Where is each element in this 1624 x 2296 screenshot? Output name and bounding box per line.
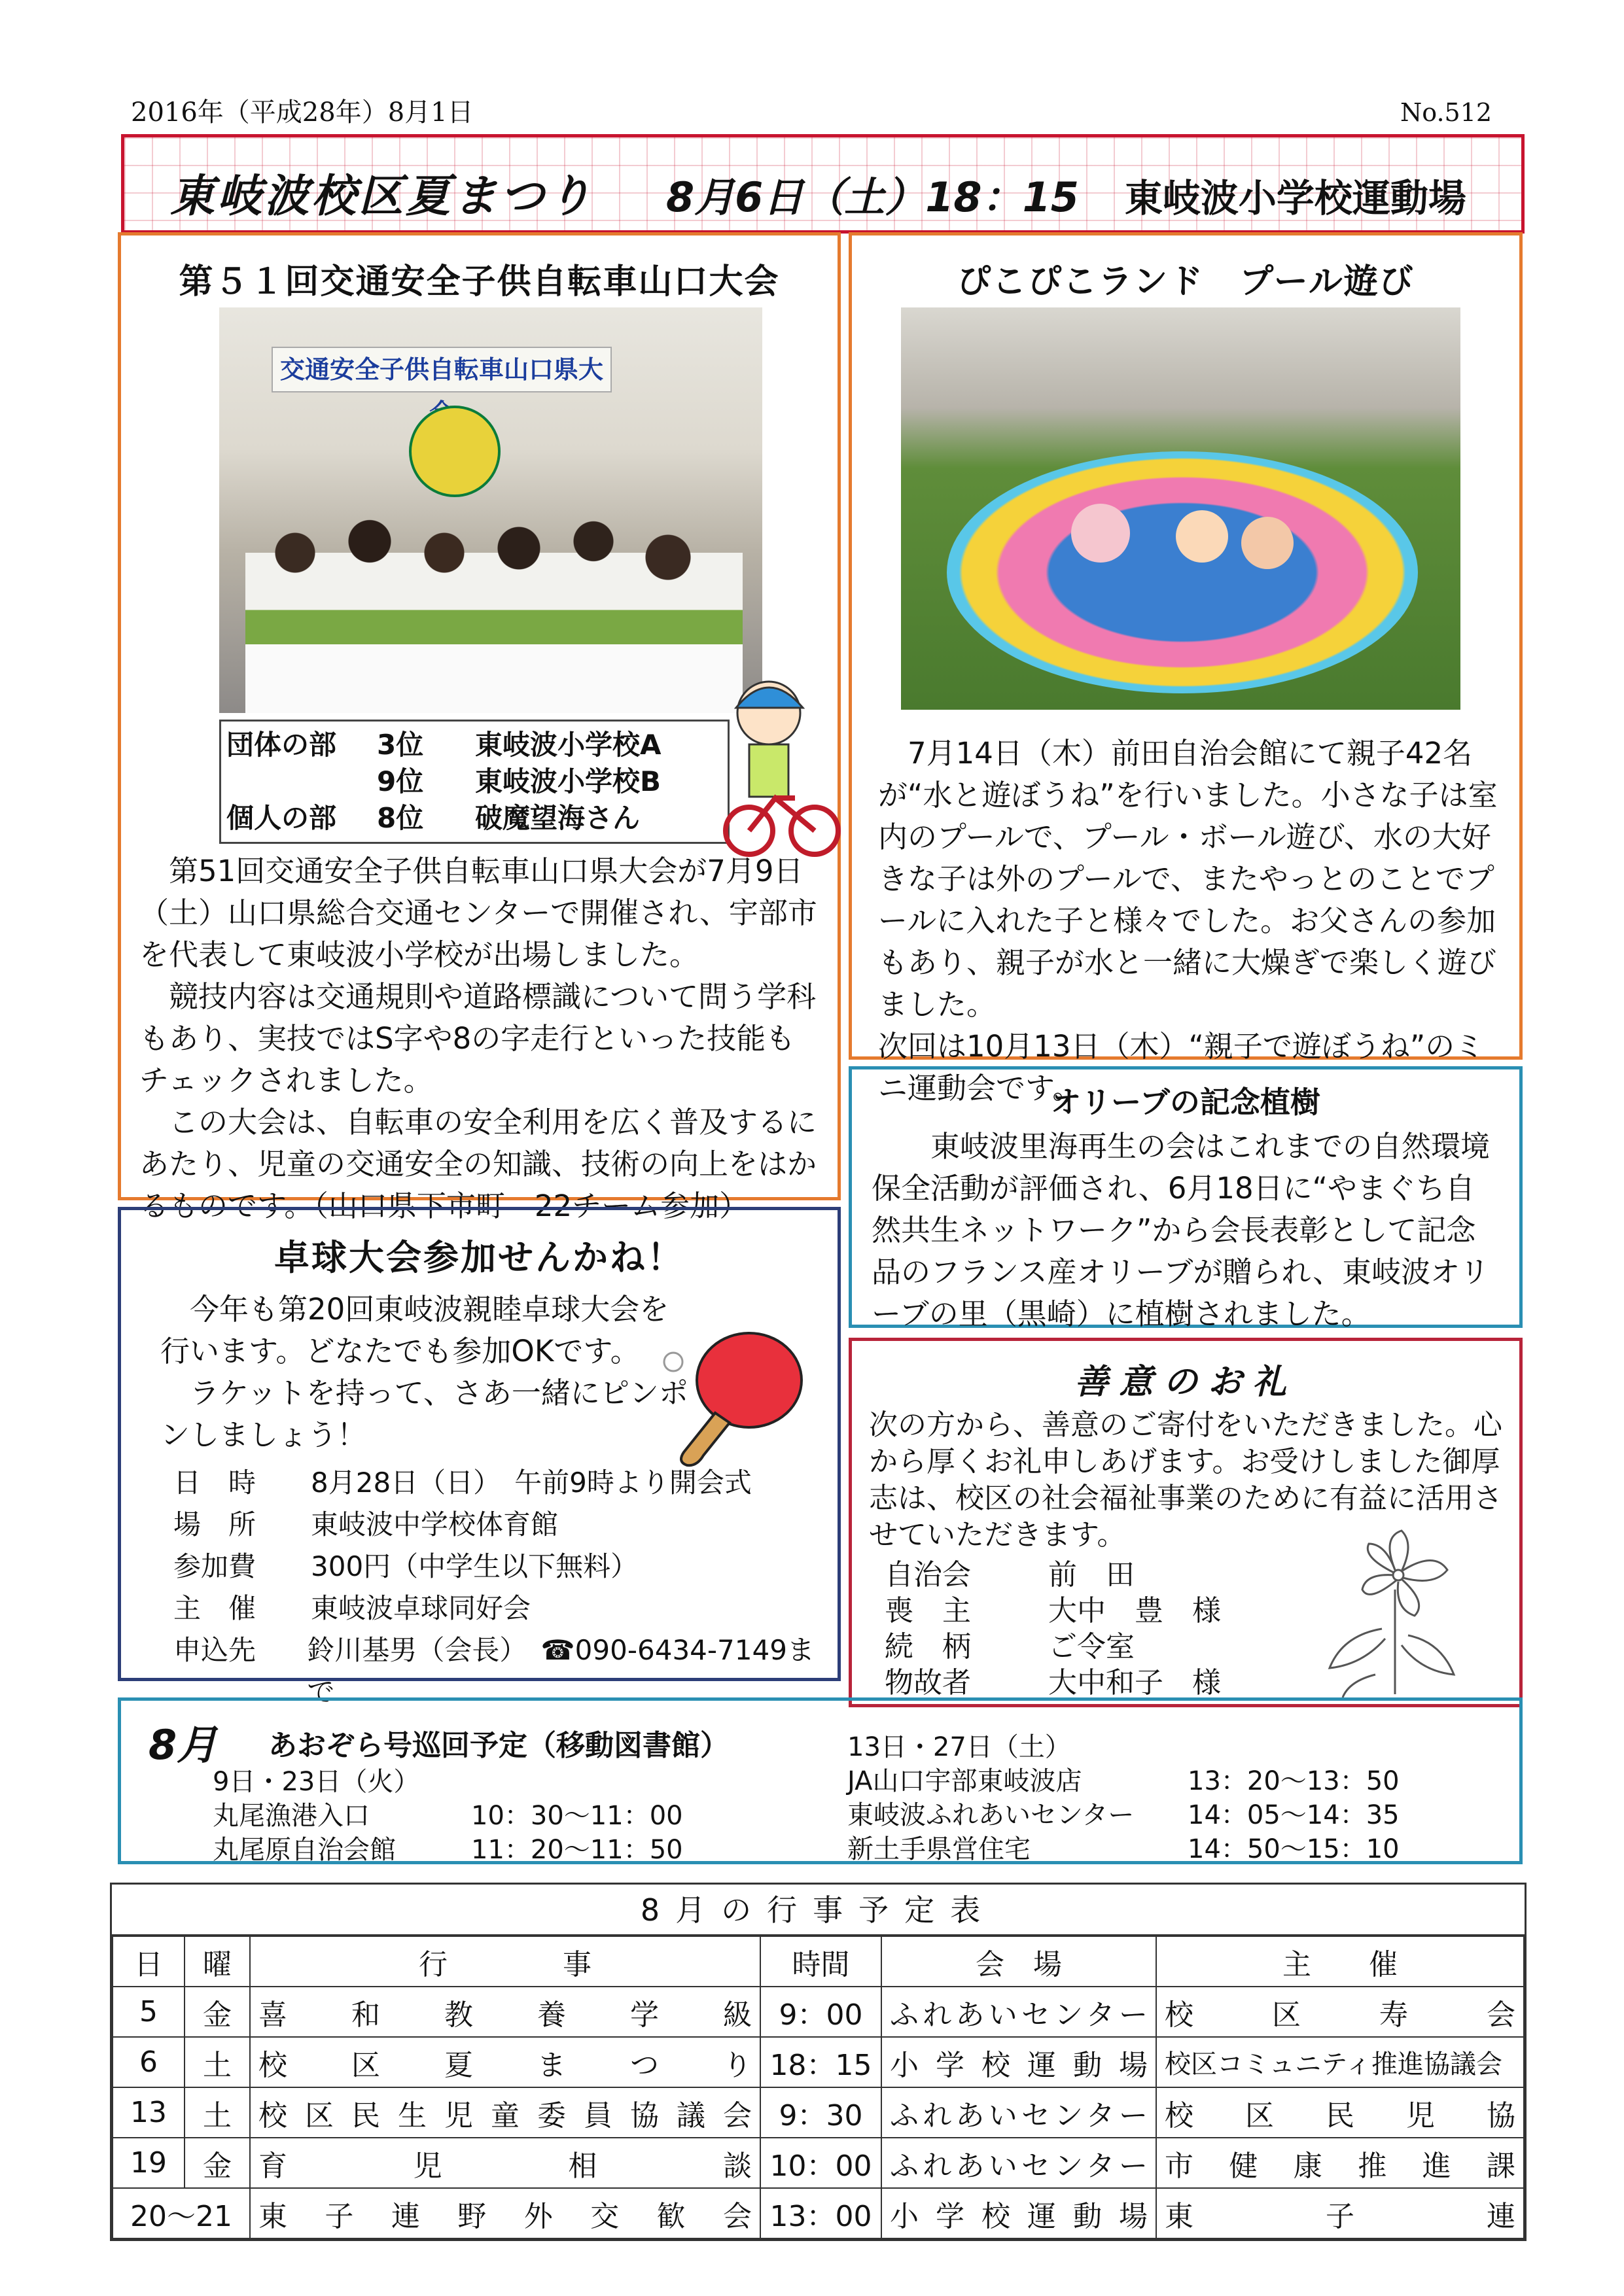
pingpong-article xyxy=(118,1207,841,1708)
inflatable-pool xyxy=(947,451,1418,693)
flag-emblem xyxy=(409,406,501,497)
library-month: 8月 xyxy=(149,1721,218,1769)
students-with-certificates xyxy=(245,484,743,713)
library-stop: 新土手県営住宅 14：50〜15：10 xyxy=(847,1834,1400,1864)
thanks-title: 善意のお礼 xyxy=(1074,1362,1297,1402)
flower-illustration-icon xyxy=(1303,1524,1480,1701)
thanks-article xyxy=(849,1338,1523,1707)
pool-paragraph: 次回は10月13日（木）“親子で遊ぼうね”のミニ運動会です。 xyxy=(878,1029,1485,1105)
thanks-body: 次の方から、善意のご寄付をいただきました。心から厚くお礼申しあげます。お受けしました御厚志は、校区の社会福祉事業のために有益に活用させていただきます。 xyxy=(869,1408,1502,1552)
cycling-body xyxy=(139,850,823,1227)
festival-banner xyxy=(121,134,1525,234)
schedule-table xyxy=(112,1936,1525,2239)
cycling-paragraph: 競技内容は交通規則や道路標識について問う学科もあり、実技ではS字や8の字走行といった技能もチェックされました。 xyxy=(139,979,817,1098)
table-row: 20〜21 東子連野外交歓会 13：00 小学校運動場 東子連 xyxy=(113,2188,1524,2238)
olive-body: 東岐波里海再生の会はこれまでの自然環境保全活動が評価され、6月18日に“やまぐち自然共生ネットワーク”から会長表彰として記念品のフランス産オリーブが贈られ、東岐波オリーブの里（黒崎）に植樹されました。 xyxy=(872,1129,1491,1331)
child-in-pool xyxy=(1176,510,1228,563)
detail-row: 申込先 鈴川基男（会長） ☎090-6434-7149まで xyxy=(173,1634,815,1708)
pingpong-details xyxy=(173,1462,828,1713)
detail-row: 主 催 東岐波卓球同好会 xyxy=(173,1592,531,1624)
child-in-pool xyxy=(1241,517,1294,569)
header-host: 主 催 xyxy=(1156,1936,1524,1987)
photo-banner-sign: 交通安全子供自転車山口県大 xyxy=(272,347,612,392)
pool-paragraph: 7月14日（木）前田自治会館にて親子42名が“水と遊ぼうね”を行いました。小さな子は室内のプールで、プール・ボール遊び、水の大好きな子は外のプールで、またやっとのことでプールに入れた子と様々でした。お父さんの参加もあり、親子が水と一緒に大燥ぎで楽しく遊びました。 xyxy=(878,736,1498,1022)
pool-body xyxy=(878,733,1500,1109)
header-event: 行 事 xyxy=(250,1936,760,1987)
library-stop: 東岐波ふれあいセンター 14：05〜14：35 xyxy=(847,1800,1400,1830)
pool-photo xyxy=(901,307,1460,710)
table-row: 5 金 喜和教養学級 9：00 ふれあいセンター 校区寿会 xyxy=(113,1987,1524,2037)
olive-article xyxy=(849,1066,1523,1331)
cycling-paragraph: この大会は、自転車の安全利用を広く普及するにあたり、児童の交通安全の知識、技術の向上をはかるものです。（山口県下市町 22チーム参加） xyxy=(139,1105,817,1223)
header-weekday: 曜 xyxy=(185,1936,250,1987)
pingpong-title: 卓球大会参加せんかね！ xyxy=(274,1237,684,1278)
thanks-row: 喪 主 大中 豊 様 xyxy=(885,1594,1221,1627)
library-title: あおぞら号巡回予定（移動図書館） xyxy=(268,1729,729,1762)
mobile-library-schedule xyxy=(118,1697,1523,1864)
detail-row: 場 所 東岐波中学校体育館 xyxy=(173,1508,559,1540)
schedule-header-row xyxy=(113,1936,1524,1987)
schedule-title: 8月の行事予定表 xyxy=(112,1885,1525,1936)
library-date: 9日・23日（火） xyxy=(213,1767,420,1797)
table-row: 19 金 育児相談 10：00 ふれあいセンター 市健康推進課 xyxy=(113,2138,1524,2188)
cyclist-illustration-icon xyxy=(723,667,841,863)
result-row: 団体の部 3位 東岐波小学校A xyxy=(226,729,662,761)
results-card xyxy=(219,720,730,844)
thanks-list xyxy=(885,1557,1251,1701)
cycling-title: 第５１回交通安全子供自転車山口大会 xyxy=(179,262,780,302)
issue-number: No.512 xyxy=(1400,98,1492,127)
festival-datetime: 8月6日（土）18：15 xyxy=(666,173,1079,221)
library-stop: 丸尾漁港入口 10：30〜11：00 xyxy=(213,1801,683,1831)
events-schedule xyxy=(110,1883,1527,2241)
result-row: 個人の部 8位 破魔望海さん xyxy=(226,802,641,834)
library-date: 13日・27日（土） xyxy=(847,1732,1071,1762)
cycling-article xyxy=(118,232,841,1223)
child-in-pool xyxy=(1071,504,1130,563)
ping-pong-paddle-icon xyxy=(658,1315,808,1472)
library-stop: 丸尾原自治会館 11：20〜11：50 xyxy=(213,1835,683,1865)
library-right-schedule xyxy=(847,1730,1502,1866)
library-stop: JA山口宇部東岐波店 13：20〜13：50 xyxy=(847,1766,1400,1796)
pingpong-body xyxy=(160,1289,697,1456)
detail-row: 日 時 8月28日（日） 午前9時より開会式 xyxy=(173,1467,752,1499)
pingpong-paragraph: 今年も第20回東岐波親睦卓球大会を行います。どなたでも参加OKです。 xyxy=(160,1292,669,1368)
table-row: 6 土 校区夏まつり 18：15 小学校運動場 校区コミュニティ推進協議会 xyxy=(113,2037,1524,2087)
header-time: 時間 xyxy=(760,1936,881,1987)
thanks-row: 物故者 大中和子 様 xyxy=(885,1666,1221,1699)
festival-title: 東岐波校区夏まつり xyxy=(170,171,595,222)
detail-row: 参加費 300円（中学生以下無料） xyxy=(173,1550,639,1582)
olive-title: オリーブの記念植樹 xyxy=(1051,1085,1320,1120)
pool-title: ぴこぴこランド プール遊び xyxy=(957,262,1415,302)
pingpong-paragraph: ラケットを持って、さあ一緒にピンポンしましょう！ xyxy=(160,1376,688,1452)
thanks-row: 自治会 前 田 xyxy=(885,1558,1135,1592)
header-venue: 会 場 xyxy=(881,1936,1156,1987)
thanks-row: 続 柄 ご令室 xyxy=(885,1630,1135,1663)
table-row: 13 土 校区民生児童委員協議会 9：30 ふれあいセンター 校区民児協 xyxy=(113,2087,1524,2138)
result-row: 9位 東岐波小学校B xyxy=(377,765,662,797)
issue-date: 2016年（平成28年）8月1日 xyxy=(131,97,474,128)
cycling-group-photo xyxy=(219,307,762,713)
cycling-paragraph: 第51回交通安全子供自転車山口県大会が7月9日（土）山口県総合交通センターで開催され、宇部市を代表して東岐波小学校が出場しました。 xyxy=(139,854,817,972)
header-day: 日 xyxy=(113,1936,185,1987)
festival-place: 東岐波小学校運動場 xyxy=(1124,176,1466,220)
library-left-schedule xyxy=(213,1765,802,1867)
